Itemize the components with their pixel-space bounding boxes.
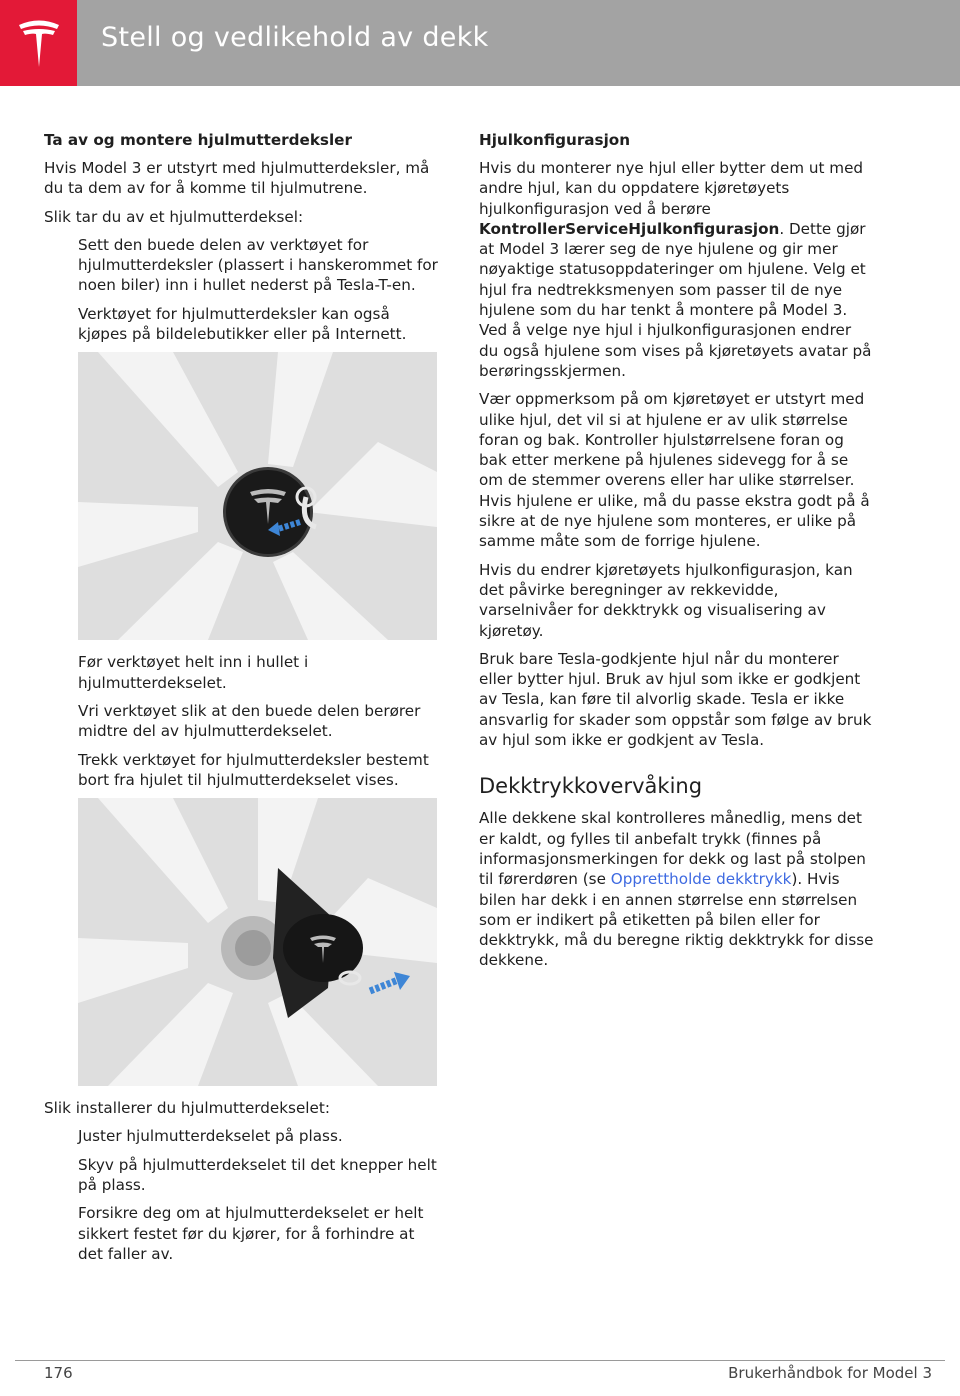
remove-step-2: Før verktøyet helt inn i hullet i hjulmutterdekselet. [78,653,309,692]
wheel-figure-insert-tool [78,352,437,640]
config-impact-paragraph: Hvis du endrer kjøretøyets hjulkonfigurasjon, kan det påvirke beregninger av rekkevidde, varselnivåer for dekktrykk og visualisering av kjøretøy. [479,560,853,640]
remove-step-1-note: Verktøyet for hjulmutterdeksler kan også kjøpes på bildelebutikker eller på Internett. [78,304,407,344]
install-step-3: Forsikre deg om at hjulmutterdekselet er helt sikkert festet før du kjører, for å forhindre at det faller av. [78,1204,424,1263]
footer-divider [15,1360,945,1361]
footer-title: Brukerhåndbok for Model 3 [728,1364,932,1382]
wheel-config-paragraph [479,158,874,381]
right-column [479,130,874,979]
left-column [44,130,439,1272]
text-span: ). Hvis bilen har dekk i en annen størrelse enn størrelsen som er indikert på etiketten på bilen eller for dekktrykk, må du beregne riktig dekktrykk for disse dekkene. [479,870,874,970]
staggered-wheels-paragraph: Vær oppmerksom på om kjøretøyet er utstyrt med ulike hjul, det vil si at hjulene er av ulik størrelse foran og bak. Kontroller hjulstørrelsene foran og bak etter merkene på hjulenes sidevegg for å se om de stemmer overens eller har ulike størrelser. Hvis hjulene er ulike, må du passe ekstra godt på å sikre at de nye hjulene som monteres, er ulike på samme måte som de forrige hjulene. [479,390,870,551]
section-heading-nut-covers: Ta av og montere hjulmutterdeksler [44,131,352,149]
page-header [0,0,960,86]
install-step-2: Skyv på hjulmutterdekselet til det knepper helt på plass. [78,1155,437,1195]
tesla-logo [0,0,77,86]
remove-step-3: Vri verktøyet slik at den buede delen berører midtre del av hjulmutterdekselet. [78,701,421,741]
intro-paragraph: Hvis Model 3 er utstyrt med hjulmutterdeksler, må du ta dem av for å komme til hjulmutrene. [44,159,430,198]
text-span: Hvis du monterer nye hjul eller bytter dem ut med andre hjul, kan du oppdatere kjøretøyets hjulkonfigurasjon ved å berøre [479,159,864,218]
text-span: . Dette gjør at Model 3 lærer seg de nye hjulene og gir mer nøyaktige statusoppdateringer om hjulene. Velg et hjul fra nedtrekksmenyen som passer til de nye hjulene som du har tenkt å montere på Model 3. Ved å velge nye hjul i hjulkonfigurasjonen endrer du også hjulene som vises på kjøretøyets avatar på berøringsskjermen. [479,219,872,380]
install-step-1: Juster hjulmutterdekselet på plass. [78,1127,343,1146]
settings-path: KontrollerServiceHjulkonfigurasjon [479,219,780,238]
remove-intro: Slik tar du av et hjulmutterdeksel: [44,207,304,226]
remove-step-1: Sett den buede delen av verktøyet for hjulmutterdeksler (plassert i hanskerommet for noen biler) inn i hullet nederst på Tesla-T-en. [78,235,438,295]
page-number: 176 [44,1364,73,1382]
section-heading-tpms: Dekktrykkovervåking [479,774,703,799]
wheel-figure-remove-cover [78,798,437,1086]
text-span: Alle dekkene skal kontrolleres månedlig, mens det er kaldt, og fylles til anbefalt trykk (finnes på informasjonsmerkingen for dekk og last på stolpen til førerdøren (se [479,809,866,889]
section-heading-wheel-config: Hjulkonfigurasjon [479,131,631,149]
approved-wheels-paragraph: Bruk bare Tesla-godkjente hjul når du monterer eller bytter hjul. Bruk av hjul som ikke er godkjent av Tesla, kan føre til alvorlig skade. Tesla er ikke ansvarlig for skader som oppstår som følge av bruk av hjul som ikke er godkjent av Tesla. [479,649,872,750]
page-title: Stell og vedlikehold av dekk [101,22,489,53]
tesla-logo-icon [16,17,62,69]
tpms-paragraph [479,808,874,970]
install-intro: Slik installerer du hjulmutterdekselet: [44,1099,330,1118]
remove-step-4: Trekk verktøyet for hjulmutterdeksler bestemt bort fra hjulet til hjulmutterdekselet vises. [78,750,429,789]
tire-pressure-link[interactable]: Opprettholde dekktrykk [610,870,792,889]
